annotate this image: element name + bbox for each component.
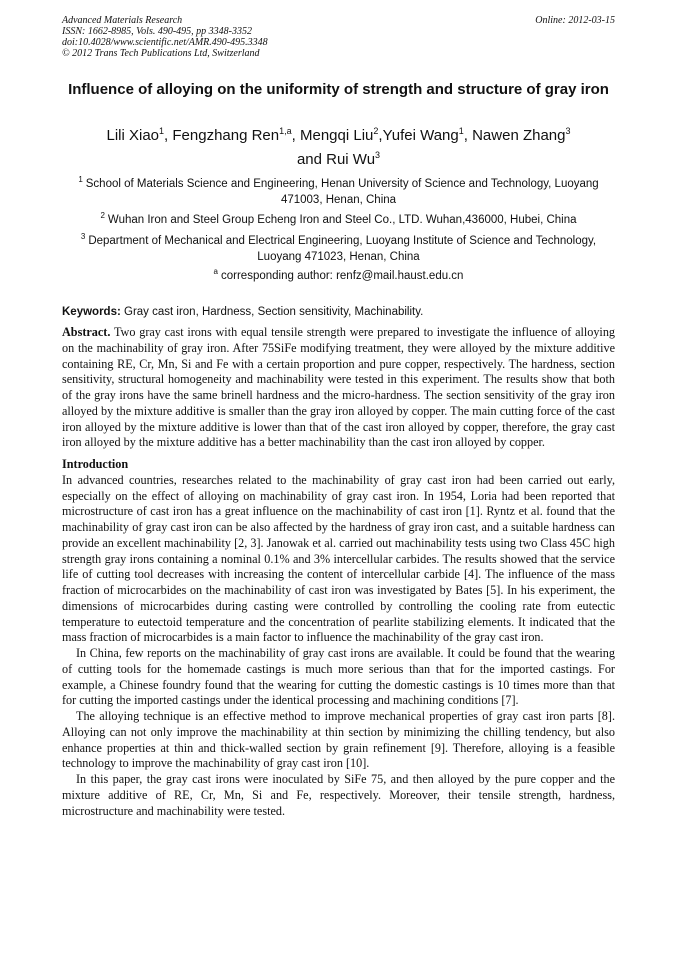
author-name: Yufei Wang [382,127,459,144]
affiliation-text: School of Materials Science and Engineering, Henan University of Science and Technology, Luoyang 471003, Henan, China [85,178,599,206]
intro-paragraph: In China, few reports on the machinability of gray cast irons are available. It could be found that the wearing of cutting tools for the homemade castings is much more serious than that for the imported castings. For example, a Chinese foundry found that the wearing for cutting the domestic castings is 10 times more than that for cutting the imported castings under the identical processing and machining conditions [7]. [62,646,615,708]
affiliation-mark: a [213,267,218,276]
author-separator: , [291,127,300,144]
keywords [62,305,615,319]
intro-paragraph: The alloying technique is an effective method to improve mechanical properties of gray cast iron parts [8]. Alloying can not only improve the machinability at thin section by minimizing the chilling tendency, but also enhance properties at thin and thick-walled section by grain refinement [9]. Therefore, alloying is a feasible technology to improve the machinability of gray cast iron [10]. [62,709,615,771]
author-name: Fengzhang Ren [172,127,280,144]
author-superscript: 1 [458,126,464,136]
corresponding-email: corresponding author: renfz@mail.haust.edu.cn [221,270,464,282]
affiliation-3 [62,233,615,265]
affiliation-2 [62,212,615,228]
author-separator: , [463,127,473,144]
journal-header [62,15,268,59]
affiliation-1 [62,176,615,208]
author-list [62,124,615,172]
affiliation-mark: 1 [78,175,83,184]
journal-doi: doi:10.4028/www.scientific.net/AMR.490-495.3348 [62,37,268,48]
intro-paragraph: In advanced countries, researches related to the machinability of gray cast iron had been carried out early, especially on the effect of alloying on machinability of gray cast iron. In 1954, Loria had been reported that microstructure of cast iron has a great influence on the machinability of cast iron [1]. Ryntz et al. found that the machinability of gray cast iron can be also affected by the hardness of gray iron cast, and a suitable hardness can provide an excellent machinability [2, 3]. Janowak et al. carried out machinability tests using two Class 45C high strength gray irons containing a nominal 0.1% and 3% intercellular carbides. The results showed that the service life of cutting tool decreases with increasing the content of intercellular carbide [4]. The influence of the mass fraction of microcarbides on the machinability of cast iron was investigated by Bates [5]. In his experiment, the dimensions of microcarbides during casting were controlled by controlling the cooling rate from eutectic temperature to eutectoid temperature and the concentration of pearlite stabilizing elements. It indicated that the mass fraction of microcarbides is a main factor to influence the machinability of the gray cast iron. [62,472,615,645]
author-name: and Rui Wu [296,151,376,168]
journal-copyright: © 2012 Trans Tech Publications Ltd, Switzerland [62,48,260,59]
paper-body [62,325,615,819]
author-separator: , [378,127,383,144]
affiliation-text: Department of Mechanical and Electrical Engineering, Luoyang Institute of Science and Technology, Luoyang 471023, Henan, China [88,235,597,263]
online-date: Online: 2012-03-15 [535,15,615,26]
author-superscript: 2 [373,126,379,136]
affiliation-mark: 3 [80,232,86,241]
author-name: Lili Xiao [106,127,160,144]
author-superscript: 3 [375,150,381,160]
journal-issn: ISSN: 1662-8985, Vols. 490-495, pp 3348-3352 [62,26,252,37]
keywords-text: Gray cast iron, Hardness, Section sensitivity, Machinability. [124,306,424,318]
keywords-label: Keywords: [62,306,121,318]
abstract-label: Abstract. [62,325,111,339]
journal-name: Advanced Materials Research [62,15,183,26]
author-superscript: 1 [159,126,165,136]
abstract [62,325,615,451]
intro-paragraph: In this paper, the gray cast irons were inoculated by SiFe 75, and then alloyed by the pure copper and the mixture additive of RE, Cr, Mn, Si and Fe, respectively. Moreover, their tensile strength, hardness, microstructure and machinability were tested. [62,772,615,818]
corresponding-author [62,268,615,284]
affiliation-mark: 2 [100,211,105,220]
paper-title: Influence of alloying on the uniformity of strength and structure of gray iron [68,81,609,98]
author-separator: , [164,127,173,144]
author-name: Nawen Zhang [472,127,566,144]
author-superscript: 3 [565,126,571,136]
author-name: Mengqi Liu [299,127,374,144]
introduction-heading: Introduction [62,457,129,471]
author-superscript: 1,a [279,126,292,136]
affiliation-text: Wuhan Iron and Steel Group Echeng Iron and Steel Co., LTD. Wuhan,436000, Hubei, China [107,214,577,226]
abstract-text: Two gray cast irons with equal tensile strength were prepared to investigate the influence of alloying on the machinability of gray iron. After 75SiFe modifying treatment, they were alloyed by the mixture additive containing RE, Cr, Mn, Si and Fe with a certain proportion and pure copper, respectively. The hardness, section sensitivity, structural homogeneity and machinability were tested in this experiment. The results show that both of the gray irons have the same brinell hardness and the micro-hardness. The section sensitivity of the gray iron alloyed by the mixture additive is smaller than the gray iron alloyed by copper. The main cutting force of the cast iron alloyed by the mixture additive is lower than that of the cast iron alloyed by copper, therefore, the gray cast iron alloyed by the mixture additive has a better machinability than the cast iron alloyed by copper. [62,325,616,450]
